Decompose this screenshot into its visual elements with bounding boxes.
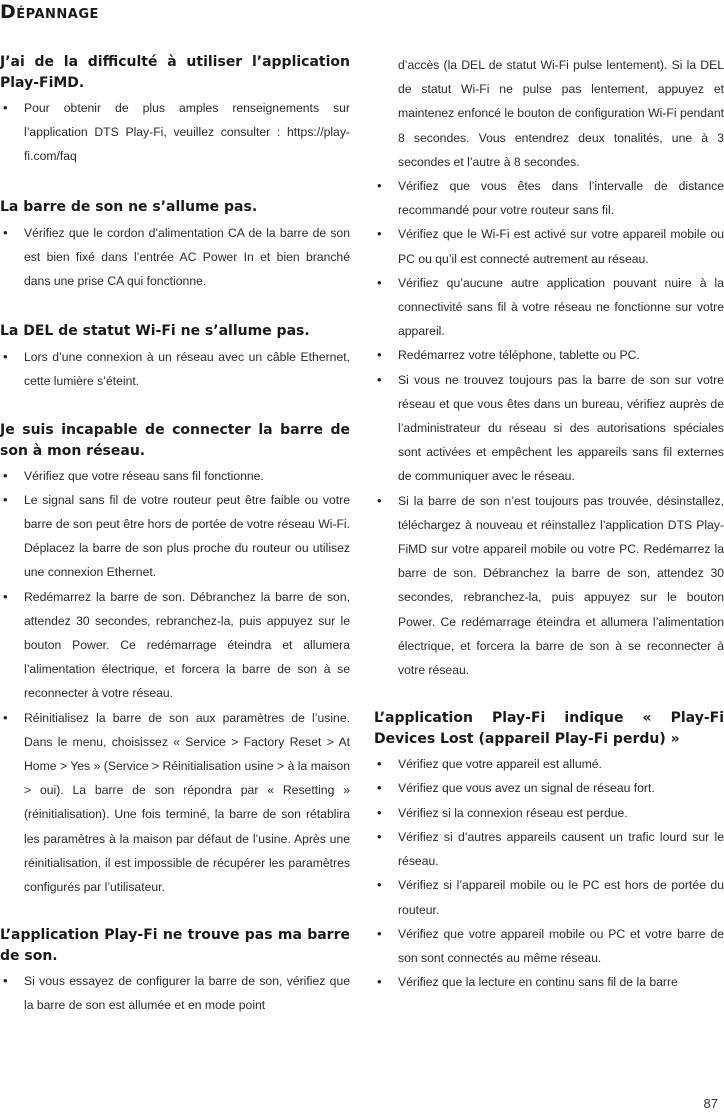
list-item: • Vérifiez que votre appareil est allumé. bbox=[374, 752, 724, 776]
bullet-list bbox=[0, 96, 350, 169]
section-heading: L’application Play-Fi indique « Play-Fi Devices Lost (appareil Play-Fi perdu) » bbox=[374, 710, 724, 748]
section-app-cannot-find bbox=[0, 925, 350, 1017]
bullet-list bbox=[0, 345, 350, 393]
section-soundbar-no-power bbox=[0, 195, 350, 294]
list-item: • Redémarrez la barre de son. Débranchez la barre de son, attendez 30 secondes, rebranchez-la, puis appuyez sur le bouton Power. Ce redémarrage éteindra et allumera l’alimentation électrique, et forcera la barre de son à se reconnecter à votre réseau. bbox=[0, 585, 350, 706]
section-devices-lost bbox=[374, 708, 724, 994]
page-title: Dépannage bbox=[0, 1, 99, 23]
list-item: • Vérifiez que votre appareil mobile ou PC et votre barre de son sont connectés au même réseau. bbox=[374, 922, 724, 970]
list-item: • Vérifiez que le cordon d’alimentation CA de la barre de son est bien fixé dans l’entrée AC Power In et bien branché dans une prise CA qui fonctionne. bbox=[0, 221, 350, 294]
right-column bbox=[374, 53, 724, 994]
list-item: • Vérifiez si la connexion réseau est perdue. bbox=[374, 801, 724, 825]
section-heading: La barre de son ne s’allume pas. bbox=[0, 198, 258, 215]
list-item: • Vérifiez que le Wi-Fi est activé sur votre appareil mobile ou PC ou qu’il est connecté autrement au réseau. bbox=[374, 222, 724, 270]
bullet-list bbox=[0, 221, 350, 294]
list-item: • Pour obtenir de plus amples renseignements sur l’application DTS Play-Fi, veuillez consulter : https://play-fi.com/faq bbox=[0, 96, 350, 169]
section-heading: L’application Play-Fi ne trouve pas ma barre de son. bbox=[0, 927, 350, 965]
bullet-list bbox=[374, 53, 724, 682]
list-item: • Réinitialisez la barre de son aux paramètres de l’usine. Dans le menu, choisissez « Service > Factory Reset > At Home > Yes » (Service > Réinitialisation usine > à la maison > oui). La barre de son répondra par « Resetting » (réinitialisation). Une fois terminé, la barre de son rétablira les paramètres à la maison par défaut de l’usine. Après une réinitialisation, il est impossible de récupérer les paramètres configurés par l’utilisateur. bbox=[0, 706, 350, 900]
list-item: • Le signal sans fil de votre routeur peut être faible ou votre barre de son peut être hors de portée de votre réseau Wi-Fi. Déplacez la barre de son plus proche du routeur ou utilisez une connexion Ethernet. bbox=[0, 488, 350, 585]
list-item-continued: d’accès (la DEL de statut Wi-Fi pulse lentement). Si la DEL de statut Wi-Fi ne pulse pas lentement, appuyez et maintenez enfoncé le bouton de configuration Wi-Fi pendant 8 secondes. Vous entendrez deux tonalités, une à 3 secondes et l’autre à 8 secondes. bbox=[398, 58, 724, 169]
section-heading: J’ai de la difficulté à utiliser l’application Play-FiMD. bbox=[0, 54, 350, 91]
list-item: • Vérifiez que la lecture en continu sans fil de la barre bbox=[374, 970, 724, 994]
section-app-cannot-find-continued bbox=[374, 53, 724, 682]
section-wifi-led-off bbox=[0, 319, 350, 393]
section-heading: Je suis incapable de connecter la barre de son à mon réseau. bbox=[0, 421, 350, 459]
section-play-fi-app-difficulty bbox=[0, 52, 350, 169]
bullet-list bbox=[374, 752, 724, 994]
list-item: • Vérifiez qu’aucune autre application pouvant nuire à la connectivité sans fil à votre réseau ne fonctionne sur votre appareil. bbox=[374, 271, 724, 344]
list-item: • Vérifiez que vous êtes dans l’intervalle de distance recommandé pour votre routeur sans fil. bbox=[374, 174, 724, 222]
list-item: • Si vous essayez de configurer la barre de son, vérifiez que la barre de son est allumée et en mode point bbox=[0, 969, 350, 1017]
list-item: • Redémarrez votre téléphone, tablette ou PC. bbox=[374, 343, 724, 367]
list-item: • Vérifiez que vous avez un signal de réseau fort. bbox=[374, 776, 724, 800]
page-number: 87 bbox=[703, 1096, 718, 1111]
list-item: • Vérifiez que votre réseau sans fil fonctionne. bbox=[0, 464, 350, 488]
list-item: • Vérifiez si d’autres appareils causent un trafic lourd sur le réseau. bbox=[374, 825, 724, 873]
bullet-list bbox=[0, 969, 350, 1017]
list-item: • Lors d’une connexion à un réseau avec un câble Ethernet, cette lumière s’éteint. bbox=[0, 345, 350, 393]
list-item: • Vérifiez si l’appareil mobile ou le PC est hors de portée du routeur. bbox=[374, 873, 724, 921]
bullet-list bbox=[0, 464, 350, 900]
left-column bbox=[0, 52, 350, 1018]
list-item: • Si la barre de son n’est toujours pas trouvée, désinstallez, téléchargez à nouveau et réinstallez l’application DTS Play-FiMD sur votre appareil mobile ou votre PC. Redémarrez la barre de son. Débranchez la barre de son, attendez 30 secondes, rebranchez-la, puis appuyez sur le bouton Power. Ce redémarrage éteindra et allumera l’alimentation électrique, et forcera la barre de son à se reconnecter à votre réseau. bbox=[374, 489, 724, 683]
section-heading: La DEL de statut Wi-Fi ne s’allume pas. bbox=[0, 323, 310, 340]
list-item: • Si vous ne trouvez toujours pas la barre de son sur votre réseau et que vous êtes dans un bureau, vérifiez auprès de l’administrateur du réseau si des autorisations spéciales sont activées et empêchent les appareils sans fil externes de communiquer avec le réseau. bbox=[374, 368, 724, 489]
section-cannot-connect bbox=[0, 420, 350, 900]
